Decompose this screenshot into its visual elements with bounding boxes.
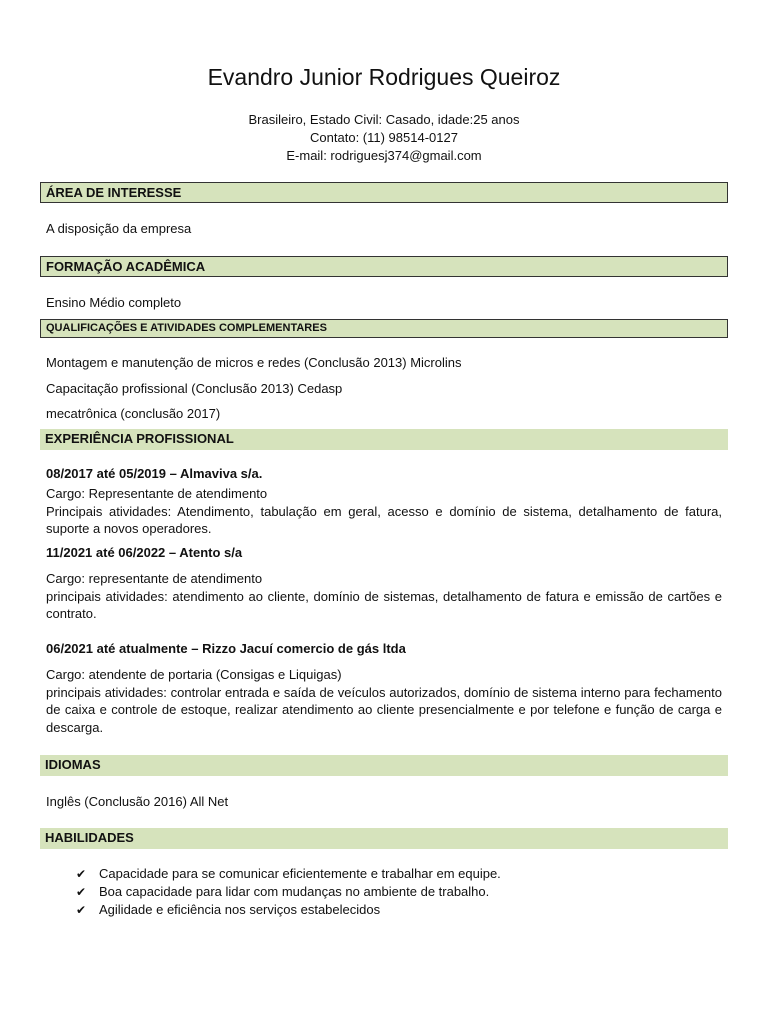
contact-info bbox=[0, 111, 768, 165]
email-line: E-mail: rodriguesj374@gmail.com bbox=[286, 148, 482, 163]
checkmark-icon: ✔ bbox=[76, 885, 87, 899]
qualificacao-item: Capacitação profissional (Conclusão 2013) Cedasp bbox=[46, 381, 343, 396]
section-header-formacao: FORMAÇÃO ACADÊMICA bbox=[40, 256, 728, 277]
job-atividades: principais atividades: controlar entrada e saída de veículos autorizados, domínio de sistema interno para fechamento de caixa e controle de estoque, realizar atendimento ao cliente presencialmente e por telefone e função de carga e descarga. bbox=[46, 684, 722, 735]
phone-line: Contato: (11) 98514-0127 bbox=[310, 130, 458, 145]
job-title: 11/2021 até 06/2022 – Atento s/a bbox=[46, 545, 243, 560]
skills-list bbox=[76, 865, 501, 919]
list-item bbox=[76, 865, 501, 883]
section-header-habilidades: HABILIDADES bbox=[40, 828, 728, 849]
job-atividades: principais atividades: atendimento ao cliente, domínio de sistemas, detalhamento de fatura e emissão de cartões e contrato. bbox=[46, 588, 722, 621]
job-cargo: Cargo: atendente de portaria (Consigas e Liquigas) bbox=[46, 667, 342, 682]
job-cargo: Cargo: representante de atendimento bbox=[46, 571, 263, 586]
checkmark-icon: ✔ bbox=[76, 867, 87, 881]
section-header-experiencia: EXPERIÊNCIA PROFISSIONAL bbox=[40, 429, 728, 450]
area-interesse-text: A disposição da empresa bbox=[46, 221, 192, 236]
job-atividades: Principais atividades: Atendimento, tabulação em geral, acesso e domínio de sistema, detalhamento de fatura, suporte a novos operadores. bbox=[46, 503, 722, 536]
skill-text: Boa capacidade para lidar com mudanças no ambiente de trabalho. bbox=[99, 884, 490, 899]
job-cargo: Cargo: Representante de atendimento bbox=[46, 486, 268, 501]
qualificacao-item: Montagem e manutenção de micros e redes (Conclusão 2013) Microlins bbox=[46, 355, 462, 370]
idiomas-text: Inglês (Conclusão 2016) All Net bbox=[46, 794, 229, 809]
job-details bbox=[46, 666, 722, 736]
list-item bbox=[76, 901, 501, 919]
candidate-name: Evandro Junior Rodrigues Queiroz bbox=[207, 64, 561, 90]
checkmark-icon: ✔ bbox=[76, 903, 87, 917]
skill-text: Agilidade e eficiência nos serviços estabelecidos bbox=[99, 902, 381, 917]
skill-text: Capacidade para se comunicar eficientemente e trabalhar em equipe. bbox=[99, 866, 501, 881]
list-item bbox=[76, 883, 501, 901]
personal-info-line: Brasileiro, Estado Civil: Casado, idade:25 anos bbox=[248, 112, 520, 127]
section-header-area-interesse: ÁREA DE INTERESSE bbox=[40, 182, 728, 203]
job-title: 08/2017 até 05/2019 – Almaviva s/a. bbox=[46, 466, 263, 481]
section-header-qualificacoes: QUALIFICAÇÕES E ATIVIDADES COMPLEMENTARES bbox=[40, 319, 728, 338]
section-header-idiomas: IDIOMAS bbox=[40, 755, 728, 776]
formacao-text: Ensino Médio completo bbox=[46, 295, 182, 310]
job-details bbox=[46, 570, 722, 623]
job-title: 06/2021 até atualmente – Rizzo Jacuí comercio de gás ltda bbox=[46, 641, 406, 656]
job-details bbox=[46, 485, 722, 538]
qualificacao-item: mecatrônica (conclusão 2017) bbox=[46, 406, 221, 421]
